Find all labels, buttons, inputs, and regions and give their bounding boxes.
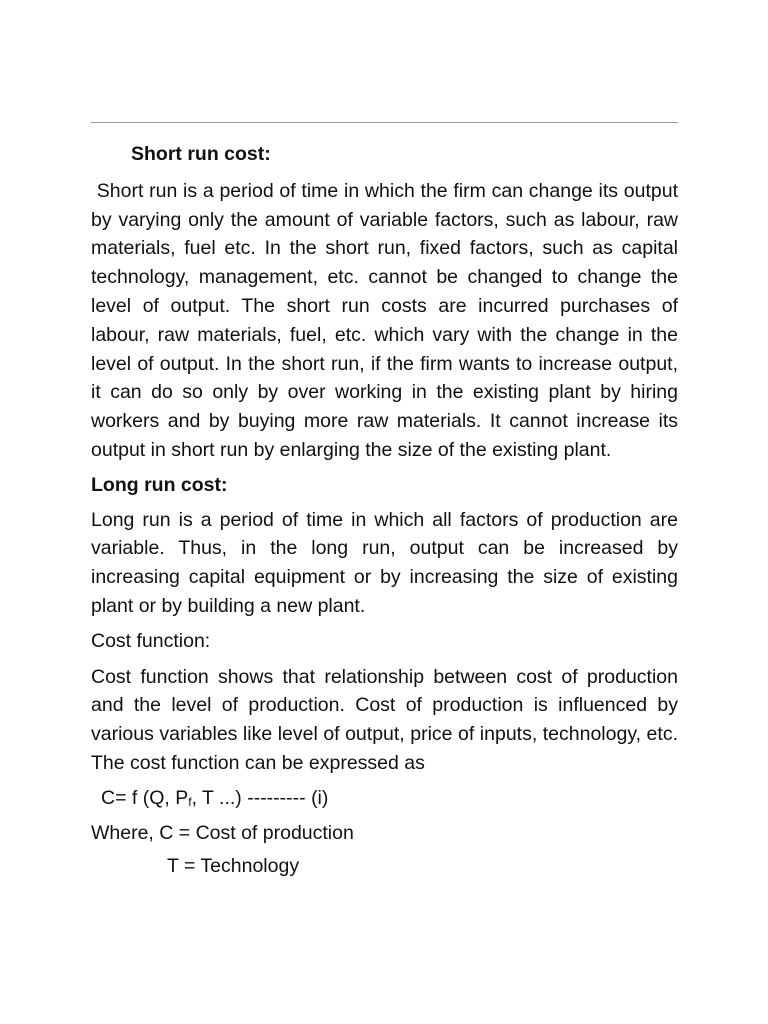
long-run-heading: Long run cost:: [91, 473, 228, 496]
formula-prefix: C= f (Q, P: [101, 786, 189, 809]
formula-suffix: , T ...) --------- (i): [191, 786, 329, 809]
technology-definition: T = Technology: [167, 855, 300, 878]
short-run-paragraph: Short run is a period of time in which the firm can change its output by varying only the amount of variable factors, such as labour, raw materials, fuel etc. In the short run, fixed factors, such as capital technology, management, etc. cannot be changed to change the level of output. The short run costs are incurred purchases of labour, raw materials, fuel, etc. which vary with the change in the level of output. In the short run, if the firm wants to increase output, it can do so only by over working in the existing plant by hiring workers and by buying more raw materials. It cannot increase its output in short run by enlarging the size of the existing plant.: [91, 179, 684, 461]
short-run-heading: Short run cost:: [131, 143, 271, 165]
cost-function-paragraph: Cost function shows that relationship between cost of production and the level of production. Cost of production is influenced by various variables like level of output, price of inputs, technology, etc. The cost function can be expressed as: [91, 665, 678, 774]
cost-function-formula: [91, 784, 678, 813]
formula-subscript: f: [188, 794, 192, 809]
where-definition: Where, C = Cost of production: [91, 821, 354, 844]
long-run-paragraph: Long run is a period of time in which all factors of production are variable. Thus, in the long run, output can be increased by increasing capital equipment or by increasing the size of existing plant or by building a new plant.: [91, 508, 678, 617]
cost-function-heading: Cost function:: [91, 629, 211, 652]
top-divider: [91, 122, 678, 123]
document-body: [91, 140, 684, 881]
